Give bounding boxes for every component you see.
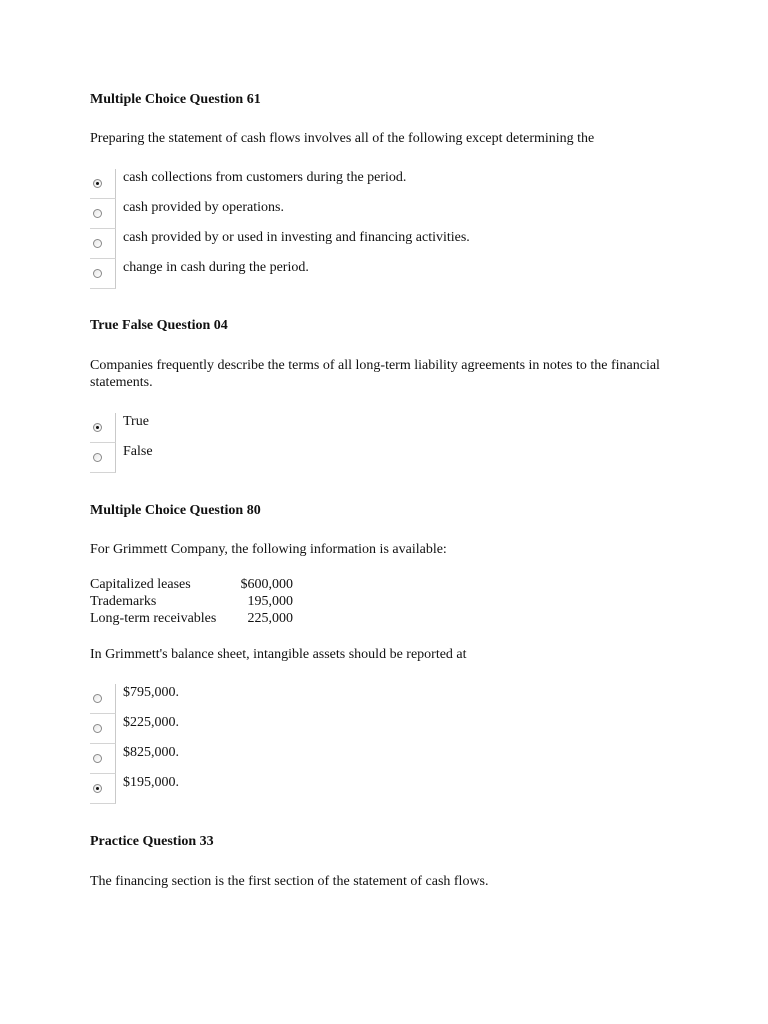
radio-cell — [90, 199, 116, 229]
radio-cell — [90, 413, 116, 443]
radio-button[interactable] — [93, 269, 102, 278]
radio-button[interactable] — [93, 784, 102, 793]
answer-option[interactable] — [90, 714, 650, 744]
radio-cell — [90, 774, 116, 804]
answer-option[interactable] — [90, 443, 650, 473]
radio-button[interactable] — [93, 179, 102, 188]
option-label: change in cash during the period. — [123, 260, 309, 275]
table-cell-label: Trademarks — [90, 594, 157, 609]
radio-cell — [90, 744, 116, 774]
answer-option[interactable] — [90, 259, 650, 289]
radio-button[interactable] — [93, 724, 102, 733]
question-title: Multiple Choice Question 61 — [90, 92, 261, 107]
answer-option[interactable] — [90, 413, 650, 443]
table-cell-amount: 225,000 — [247, 611, 293, 626]
radio-cell — [90, 169, 116, 199]
radio-button[interactable] — [93, 453, 102, 462]
question-text: For Grimmett Company, the following information is available: — [90, 542, 447, 557]
radio-cell — [90, 684, 116, 714]
table-cell-label: Long-term receivables — [90, 611, 217, 626]
table-row — [90, 576, 293, 593]
question-title: True False Question 04 — [90, 318, 228, 333]
option-label: cash provided by or used in investing and financing activities. — [123, 230, 470, 245]
option-label: False — [123, 444, 153, 459]
radio-cell — [90, 259, 116, 289]
table-cell-amount: 195,000 — [247, 594, 293, 609]
table-cell-label: Capitalized leases — [90, 577, 191, 592]
answer-option[interactable] — [90, 774, 650, 804]
table-row — [90, 610, 293, 627]
question-text: Preparing the statement of cash flows involves all of the following except determining the — [90, 131, 595, 146]
question-prompt: In Grimmett's balance sheet, intangible assets should be reported at — [90, 647, 467, 662]
answer-option[interactable] — [90, 229, 650, 259]
radio-button[interactable] — [93, 754, 102, 763]
option-label: $195,000. — [123, 775, 179, 790]
radio-cell — [90, 229, 116, 259]
answer-option[interactable] — [90, 684, 650, 714]
option-label: cash provided by operations. — [123, 200, 284, 215]
table-row — [90, 593, 293, 610]
answer-option[interactable] — [90, 169, 650, 199]
radio-button[interactable] — [93, 694, 102, 703]
radio-button[interactable] — [93, 239, 102, 248]
option-label: $825,000. — [123, 745, 179, 760]
question-text: The financing section is the first section of the statement of cash flows. — [90, 874, 489, 889]
data-table — [90, 576, 293, 627]
question-title: Multiple Choice Question 80 — [90, 503, 261, 518]
radio-cell — [90, 443, 116, 473]
radio-button[interactable] — [93, 423, 102, 432]
answer-option[interactable] — [90, 744, 650, 774]
option-label: cash collections from customers during the period. — [123, 170, 407, 185]
option-label: $225,000. — [123, 715, 179, 730]
answer-option[interactable] — [90, 199, 650, 229]
table-cell-amount: $600,000 — [240, 577, 293, 592]
question-text: Companies frequently describe the terms of all long-term liability agreements in notes to the financial statements. — [90, 358, 660, 390]
question-title: Practice Question 33 — [90, 834, 214, 849]
radio-cell — [90, 714, 116, 744]
option-label: True — [123, 414, 149, 429]
option-label: $795,000. — [123, 685, 179, 700]
radio-button[interactable] — [93, 209, 102, 218]
